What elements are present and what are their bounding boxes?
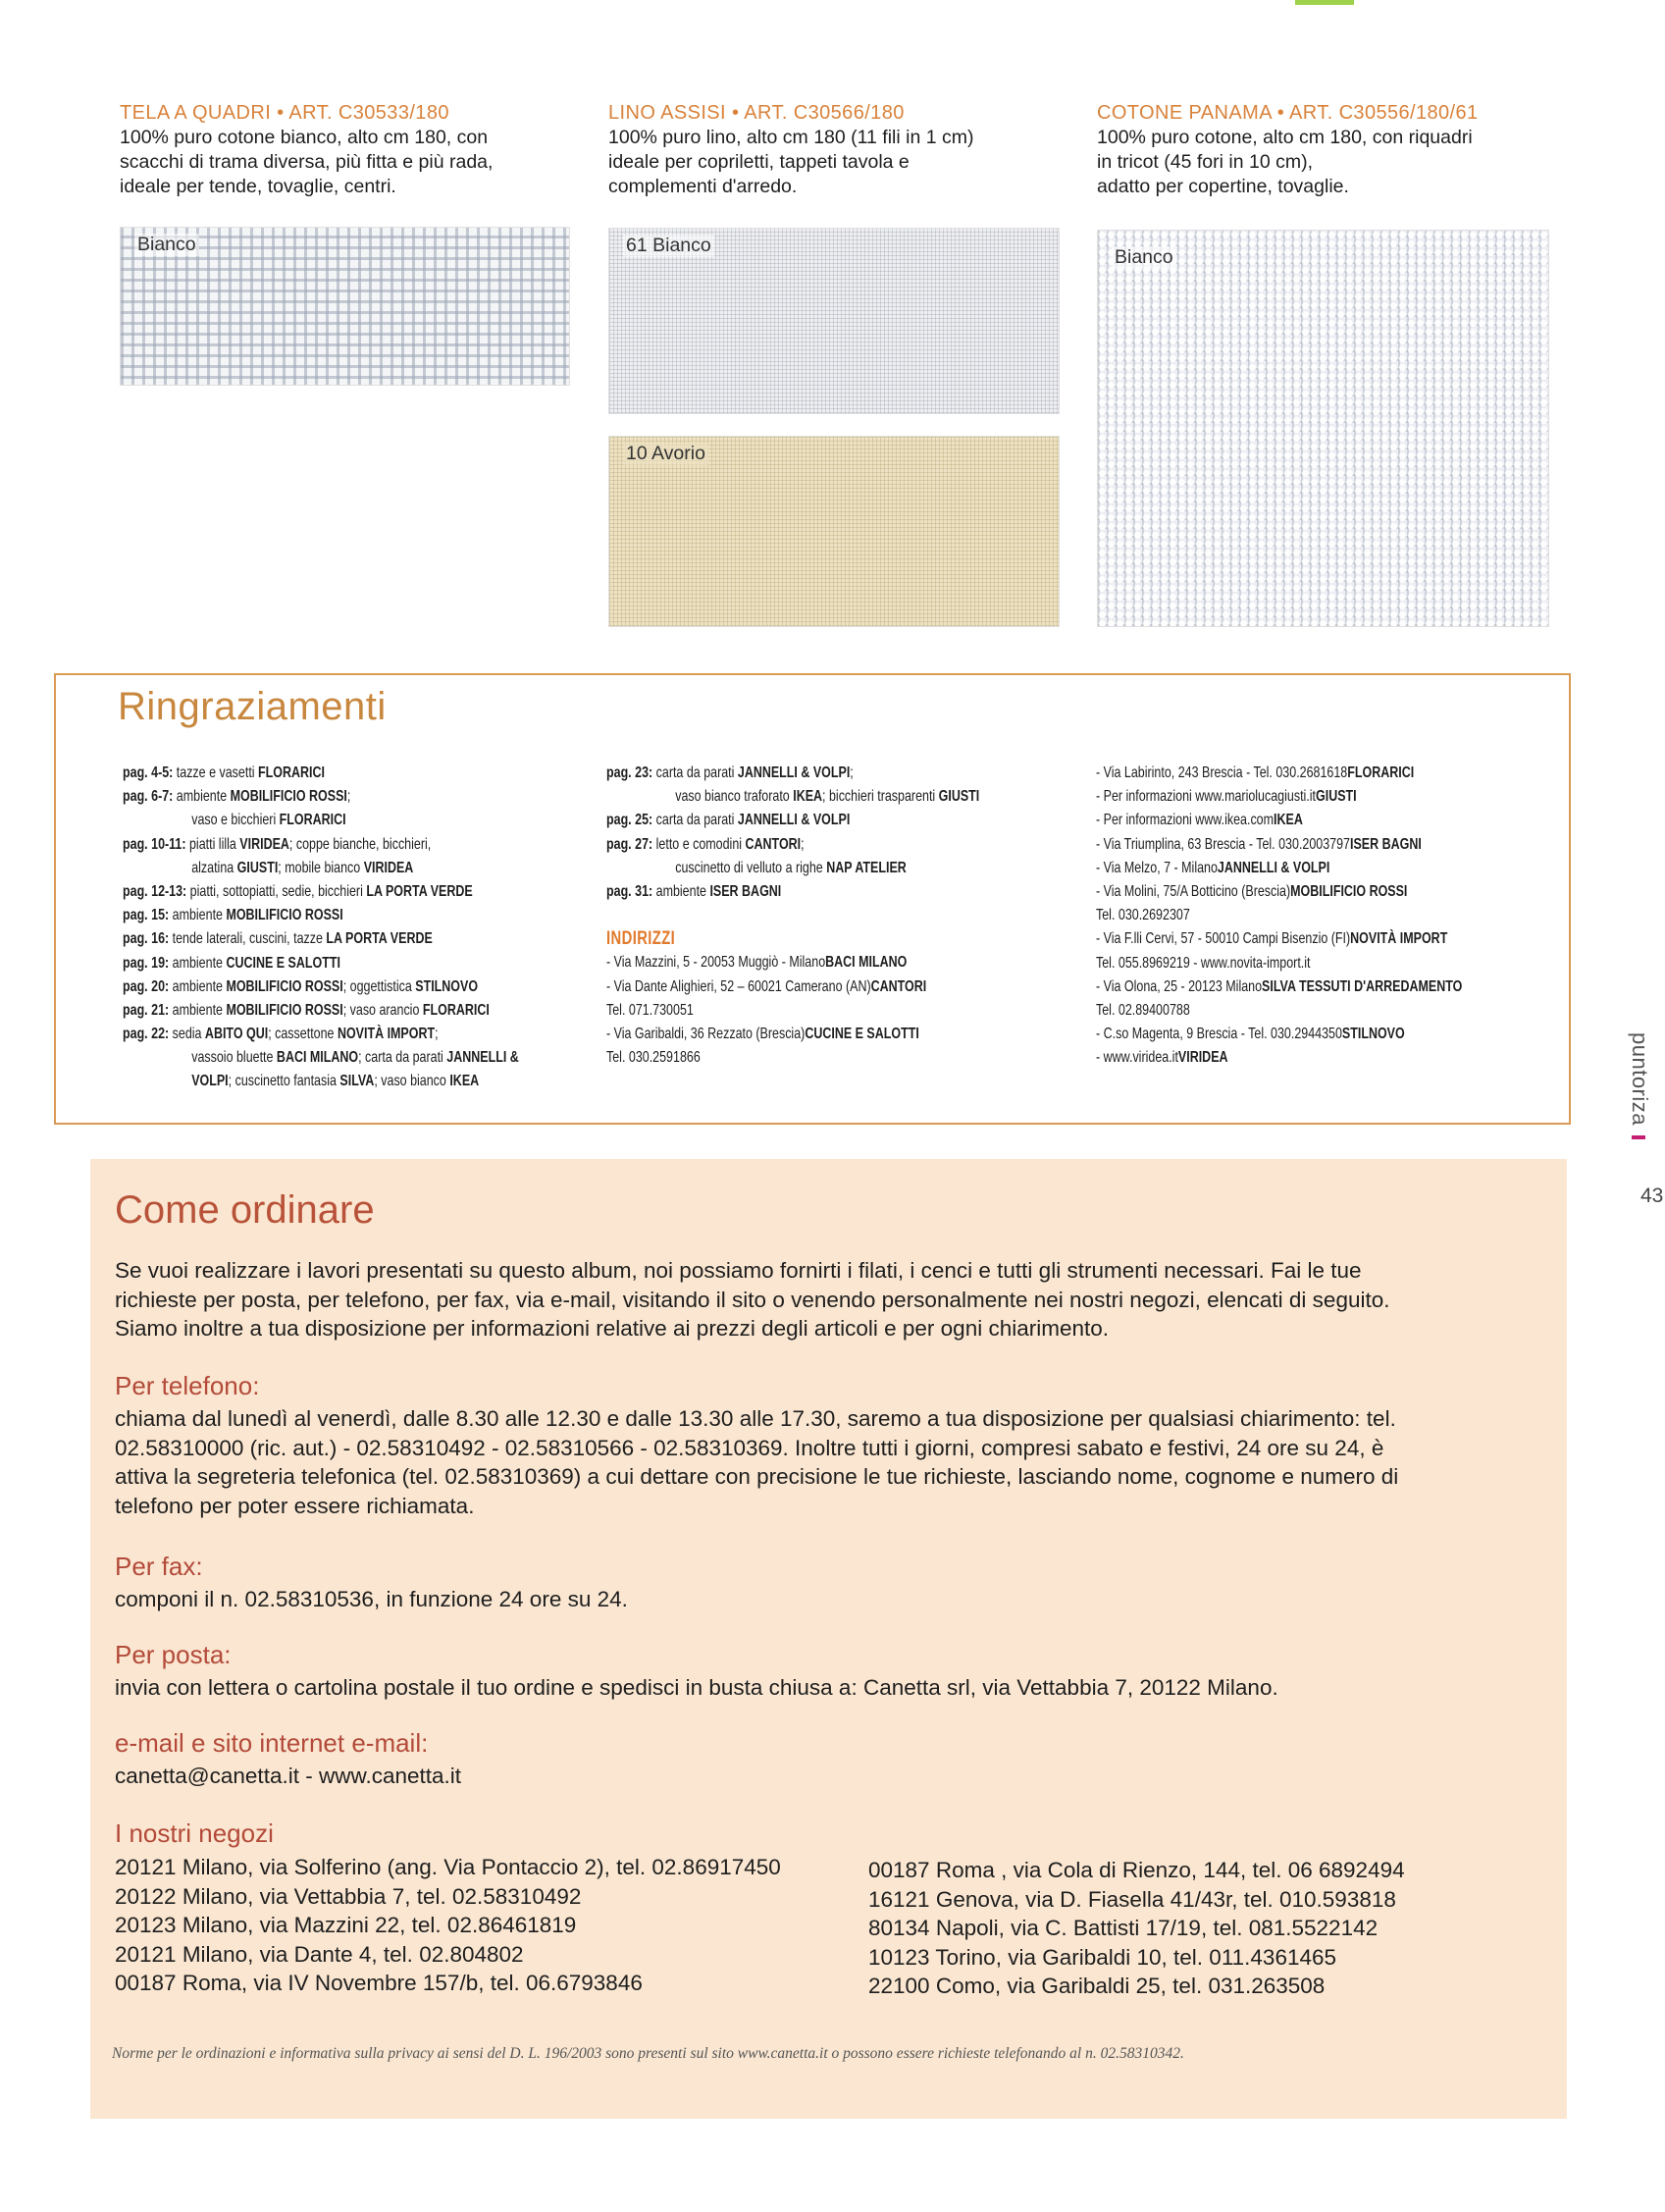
credit-text: ambiente [169,954,227,972]
accent-bar [1632,1135,1645,1139]
credit-text: ; vaso arancio [342,1001,423,1019]
brand-name: BACI MILANO [276,1049,359,1067]
page-ref: pag. 12-13: [123,882,187,900]
stores-list-right [868,1856,1405,2001]
store-item: 10123 Torino, via Garibaldi 10, tel. 011.4361465 [868,1944,1337,1970]
brand-name: NOVITÀ IMPORT [337,1026,436,1043]
brand-name: ISER BAGNI [1349,835,1422,853]
page-ref: pag. 25: [606,812,653,829]
brand-name: LA PORTA VERDE [326,930,433,948]
top-accent-bar [1295,0,1354,5]
credit-text: - Via Olona, 25 - 20123 Milano [1096,977,1263,995]
credit-line [123,785,519,809]
credit-text: ; cassettone [268,1026,338,1043]
credit-text: ambiente [652,882,710,900]
credit-text: carta da parati [652,812,738,829]
brand-name: NAP ATELIER [826,859,907,876]
privacy-note: Norme per le ordinazioni e informativa sulla privacy ai sensi del D. L. 196/2003 sono presenti sul sito www.canetta.it o possono essere richieste telefonando al n. 02.58310342. [112,2045,1184,2062]
fabric-swatch-panama-bianco [1097,230,1549,627]
store-item: 20121 Milano, via Solferino (ang. Via Pontaccio 2), tel. 02.86917450 [115,1855,781,1879]
credit-text: ; oggettistica [342,977,416,995]
swatch-label: 61 Bianco [623,235,714,257]
brand-name: JANNELLI & [446,1049,519,1067]
credit-text: - C.so Magenta, 9 Brescia - Tel. 030.2944350 [1096,1026,1342,1043]
page-ref: pag. 10-11: [123,835,186,853]
brand-name: JANNELLI & VOLPI [1217,859,1330,876]
credit-line [606,1046,979,1070]
credit-line [123,952,519,975]
credit-text: ; cuscinetto fantasia [228,1073,340,1090]
page-ref: pag. 20: [123,977,170,995]
fabric-swatch-tela-bianco [120,227,570,386]
store-item: 20121 Milano, via Dante 4, tel. 02.804802 [115,1941,524,1967]
credit-text: - Via F.lli Cervi, 57 - 50010 Campi Bisenzio (FI) [1096,930,1351,948]
credit-text: - Via Mazzini, 5 - 20053 Muggiò - Milano [606,954,826,972]
store-item: 20122 Milano, via Vettabbia 7, tel. 02.58310492 [115,1883,582,1909]
brand-name: VIRIDEA [239,835,289,853]
credit-text: tende laterali, cuscini, tazze [169,930,327,948]
credit-text: ; [850,764,854,781]
credit-text: - www.viridea.it [1096,1049,1178,1067]
credit-line [123,833,519,857]
credit-text: piatti lilla [185,835,240,853]
page-ref: pag. 19: [123,954,170,972]
store-item: 80134 Napoli, via C. Battisti 17/19, tel. 081.5522142 [868,1916,1379,1940]
credit-text: ; bicchieri trasparenti [822,788,939,806]
brand-name: VIRIDEA [1177,1049,1228,1067]
brand-name: BACI MILANO [825,954,908,972]
store-item: 22100 Como, via Garibaldi 25, tel. 031.263508 [868,1974,1326,1998]
credit-text: vaso bianco traforato [675,788,794,806]
credit-text: ambiente [169,977,227,995]
credit-line [1096,833,1462,857]
credit-text: - Per informazioni www.ikea.com [1096,812,1275,829]
credit-line [1096,762,1462,785]
brand-name: MOBILIFICIO ROSSI [226,977,343,995]
brand-name: IKEA [1274,812,1303,829]
brand-name: LA PORTA VERDE [366,882,473,900]
brand-name: IKEA [449,1073,480,1090]
brand-name: JANNELLI & VOLPI [737,764,851,781]
brand-name: CANTORI [745,835,802,853]
product-title: COTONE PANAMA • ART. C30556/180/61 [1097,102,1479,124]
email-text[interactable] [115,1762,1528,1791]
credit-line [1096,927,1462,951]
credit-line [606,762,979,785]
credit-text: - Via Labirinto, 243 Brescia - Tel. 030.2681618 [1096,764,1348,781]
credit-text: ambiente [169,907,227,924]
credit-line [606,857,979,880]
brand-name: CUCINE E SALOTTI [226,954,340,972]
brand-name: NOVITÀ IMPORT [1350,930,1448,948]
email-heading: e-mail e sito internet e-mail: [115,1728,429,1758]
thanks-column-1 [123,762,519,1094]
credit-text: ; mobile bianco [278,859,364,876]
brand-name: CUCINE E SALOTTI [805,1025,919,1042]
credit-line [123,762,519,785]
credit-text: ambiente [173,788,231,806]
credit-line [606,999,979,1023]
brand-name: FLORARICI [1347,764,1415,781]
brand-name: GIUSTI [938,788,980,806]
credit-text: Tel. 02.89400788 [1096,1001,1190,1019]
brand-name: VIRIDEA [363,859,414,876]
brand-name: MOBILIFICIO ROSSI [230,788,347,806]
credit-text: ambiente [169,1001,227,1019]
credit-line [606,951,979,974]
phone-text: chiama dal lunedì al venerdì, dalle 8.30 alle 12.30 e dalle 13.30 alle 17.30, saremo a tua disposizione per qualsiasi chiarimento: tel. 02.58310000 (ric. aut.) - 02.58310492 - 02.58310566 - 02.58310369. Inoltre tutti i giorni, compresi sabato e festivi, 24 ore su 24, è attiva la segreteria telefonica (tel. 02.58310369) a cui dettare con precisione le tue richieste, lasciando nome, cognome e numero di telefono per poter essere richiamata. [115,1406,1399,1518]
credit-text: ; [435,1026,439,1043]
brand-name: GIUSTI [1316,788,1357,806]
brand-name: GIUSTI [236,859,279,876]
credit-line [123,904,519,927]
order-section [90,1159,1567,2119]
credit-text: vaso e bicchieri [191,812,280,829]
credit-line [606,785,979,809]
credit-line [123,857,519,880]
page-ref: pag. 22: [123,1026,170,1043]
page-ref: pag. 31: [606,882,653,900]
brand-name: STILNOVO [1341,1026,1405,1043]
credit-line [1096,785,1462,809]
credit-line [1096,1046,1462,1070]
product-description: 100% puro cotone, alto cm 180, con riquadri in tricot (45 fori in 10 cm), adatto per copertine, tovaglie. [1097,127,1473,197]
email-link[interactable]: canetta@canetta.it - www.canetta.it [115,1764,462,1788]
credit-text: alzatina [191,859,237,876]
credit-line [606,1023,979,1046]
brand-name: ISER BAGNI [709,882,782,900]
credit-text: - Via Molini, 75/A Botticino (Brescia) [1096,882,1291,900]
credit-line [1096,809,1462,832]
swatch-label: 10 Avorio [623,443,708,465]
credit-line [1096,999,1462,1023]
product-description: 100% puro lino, alto cm 180 (11 fili in 1 cm) ideale per copriletti, tappeti tavola e complementi d'arredo. [608,127,974,197]
order-intro: Se vuoi realizzare i lavori presentati su questo album, noi possiamo fornirti i filati, i cenci e tutti gli strumenti necessari. Fai le tue richieste per posta, per telefono, per fax, via e-mail, visitando il sito o venendo personalmente nei nostri negozi, elencati di seguito. Siamo inoltre a tua disposizione per informazioni relative ai prezzi degli articoli e per ogni chiarimento. [115,1258,1390,1341]
credit-line [1096,1023,1462,1046]
brand-name: FLORARICI [422,1001,490,1019]
page-ref: pag. 23: [606,764,653,781]
fabric-swatch-lino-bianco [608,228,1060,414]
brand-name: MOBILIFICIO ROSSI [226,907,343,924]
credit-line [123,927,519,951]
credit-line [123,880,519,904]
credit-line [606,833,979,857]
brand-name: FLORARICI [279,812,346,829]
brand-name: SILVA [339,1073,375,1090]
brand-name: VOLPI [191,1073,229,1090]
credit-line [123,1046,519,1070]
credit-text: ; vaso bianco [374,1073,450,1090]
thanks-title: Ringraziamenti [118,685,387,728]
product-tela-a-quadri [120,102,493,199]
credit-line [1096,975,1462,999]
magazine-side-tab [1627,1032,1652,1139]
product-lino-assisi [608,102,973,199]
credit-line [123,1023,519,1046]
credit-text: - Via Dante Alighieri, 52 – 60021 Camerano (AN) [606,977,871,995]
credit-line [606,975,979,999]
indirizzi-title: INDIRIZZI [606,928,676,950]
credit-text: piatti, sottopiatti, sedie, bicchieri [186,882,367,900]
credit-text: - Per informazioni www.mariolucagiusti.it [1096,788,1317,806]
product-description: 100% puro cotone bianco, alto cm 180, con scacchi di trama diversa, più fitta e più rada, ideale per tende, tovaglie, centri. [120,127,494,197]
credit-text: Tel. 030.2591866 [606,1049,701,1067]
fax-text: componi il n. 02.58310536, in funzione 24 ore su 24. [115,1587,628,1611]
brand-name: FLORARICI [258,764,325,781]
credit-line [1096,952,1462,975]
post-text: invia con lettera o cartolina postale il tuo ordine e spedisci in busta chiusa a: Canetta srl, via Vettabbia 7, 20122 Milano. [115,1675,1278,1700]
credit-text: - Via Melzo, 7 - Milano [1096,859,1218,876]
phone-heading: Per telefono: [115,1371,260,1400]
product-title: TELA A QUADRI • ART. C30533/180 [120,102,449,124]
stores-list-left [115,1853,781,1998]
credit-text: ; carta da parati [358,1049,447,1067]
page-ref: pag. 6-7: [123,788,174,806]
credit-line [1096,904,1462,927]
swatch-label: Bianco [1112,246,1176,269]
store-item: 00187 Roma, via IV Novembre 157/b, tel. 06.6793846 [115,1971,643,1995]
fabric-swatch-lino-avorio [608,436,1060,627]
credit-text: sedia [169,1026,205,1043]
thanks-column-2 [606,762,979,1070]
credit-text: ; [346,788,351,806]
credit-text: Tel. 030.2692307 [1096,907,1190,924]
brand-name: MOBILIFICIO ROSSI [226,1001,343,1019]
credit-line [1096,880,1462,904]
credit-line [123,809,519,832]
product-title: LINO ASSISI • ART. C30566/180 [608,102,905,124]
brand-name: STILNOVO [415,977,479,995]
credit-text: ; [801,835,805,853]
credit-text: Tel. 071.730051 [606,1001,694,1019]
thanks-column-3 [1096,762,1462,1070]
page-ref: pag. 21: [123,1001,170,1019]
credit-text: tazze e vasetti [173,764,259,781]
brand-name: SILVA TESSUTI D'ARREDAMENTO [1262,977,1463,995]
credit-text: letto e comodini [652,835,746,853]
credit-line [123,999,519,1023]
credit-line [606,809,979,832]
post-heading: Per posta: [115,1640,232,1669]
credit-text: ; coppe bianche, bicchieri, [288,835,432,853]
stores-heading: I nostri negozi [115,1818,274,1848]
store-item: 00187 Roma , via Cola di Rienzo, 144, tel. 06 6892494 [868,1858,1405,1882]
page-ref: pag. 4-5: [123,764,174,781]
store-item: 20123 Milano, via Mazzini 22, tel. 02.86461819 [115,1913,577,1937]
order-title: Come ordinare [115,1188,375,1232]
fax-heading: Per fax: [115,1552,203,1581]
brand-name: CANTORI [870,977,927,995]
brand-name: IKEA [793,788,823,806]
credit-text: cuscinetto di velluto a righe [675,859,827,876]
store-item: 16121 Genova, via D. Fiasella 41/43r, tel. 010.593818 [868,1886,1396,1912]
credit-text: carta da parati [652,764,738,781]
brand-name: JANNELLI & VOLPI [737,812,851,829]
magazine-name: puntoriza [1628,1032,1652,1127]
product-cotone-panama [1097,102,1479,199]
page-ref: pag. 27: [606,835,653,853]
thanks-section [54,673,1571,1125]
credit-text: - Via Garibaldi, 36 Rezzato (Brescia) [606,1025,806,1042]
credit-line [123,1070,519,1093]
credit-line [606,880,979,904]
brand-name: ABITO QUI [204,1026,269,1043]
page-ref: pag. 16: [123,930,170,948]
page-ref: pag. 15: [123,907,170,924]
credit-line [123,975,519,999]
page-number: 43 [1640,1185,1664,1207]
credit-text: - Via Triumplina, 63 Brescia - Tel. 030.2003797 [1096,835,1350,853]
credit-text: vassoio bluette [191,1049,277,1067]
credit-text: Tel. 055.8969219 - www.novita-import.it [1096,954,1311,972]
credit-line [1096,857,1462,880]
brand-name: MOBILIFICIO ROSSI [1290,882,1408,900]
swatch-label: Bianco [134,234,199,256]
